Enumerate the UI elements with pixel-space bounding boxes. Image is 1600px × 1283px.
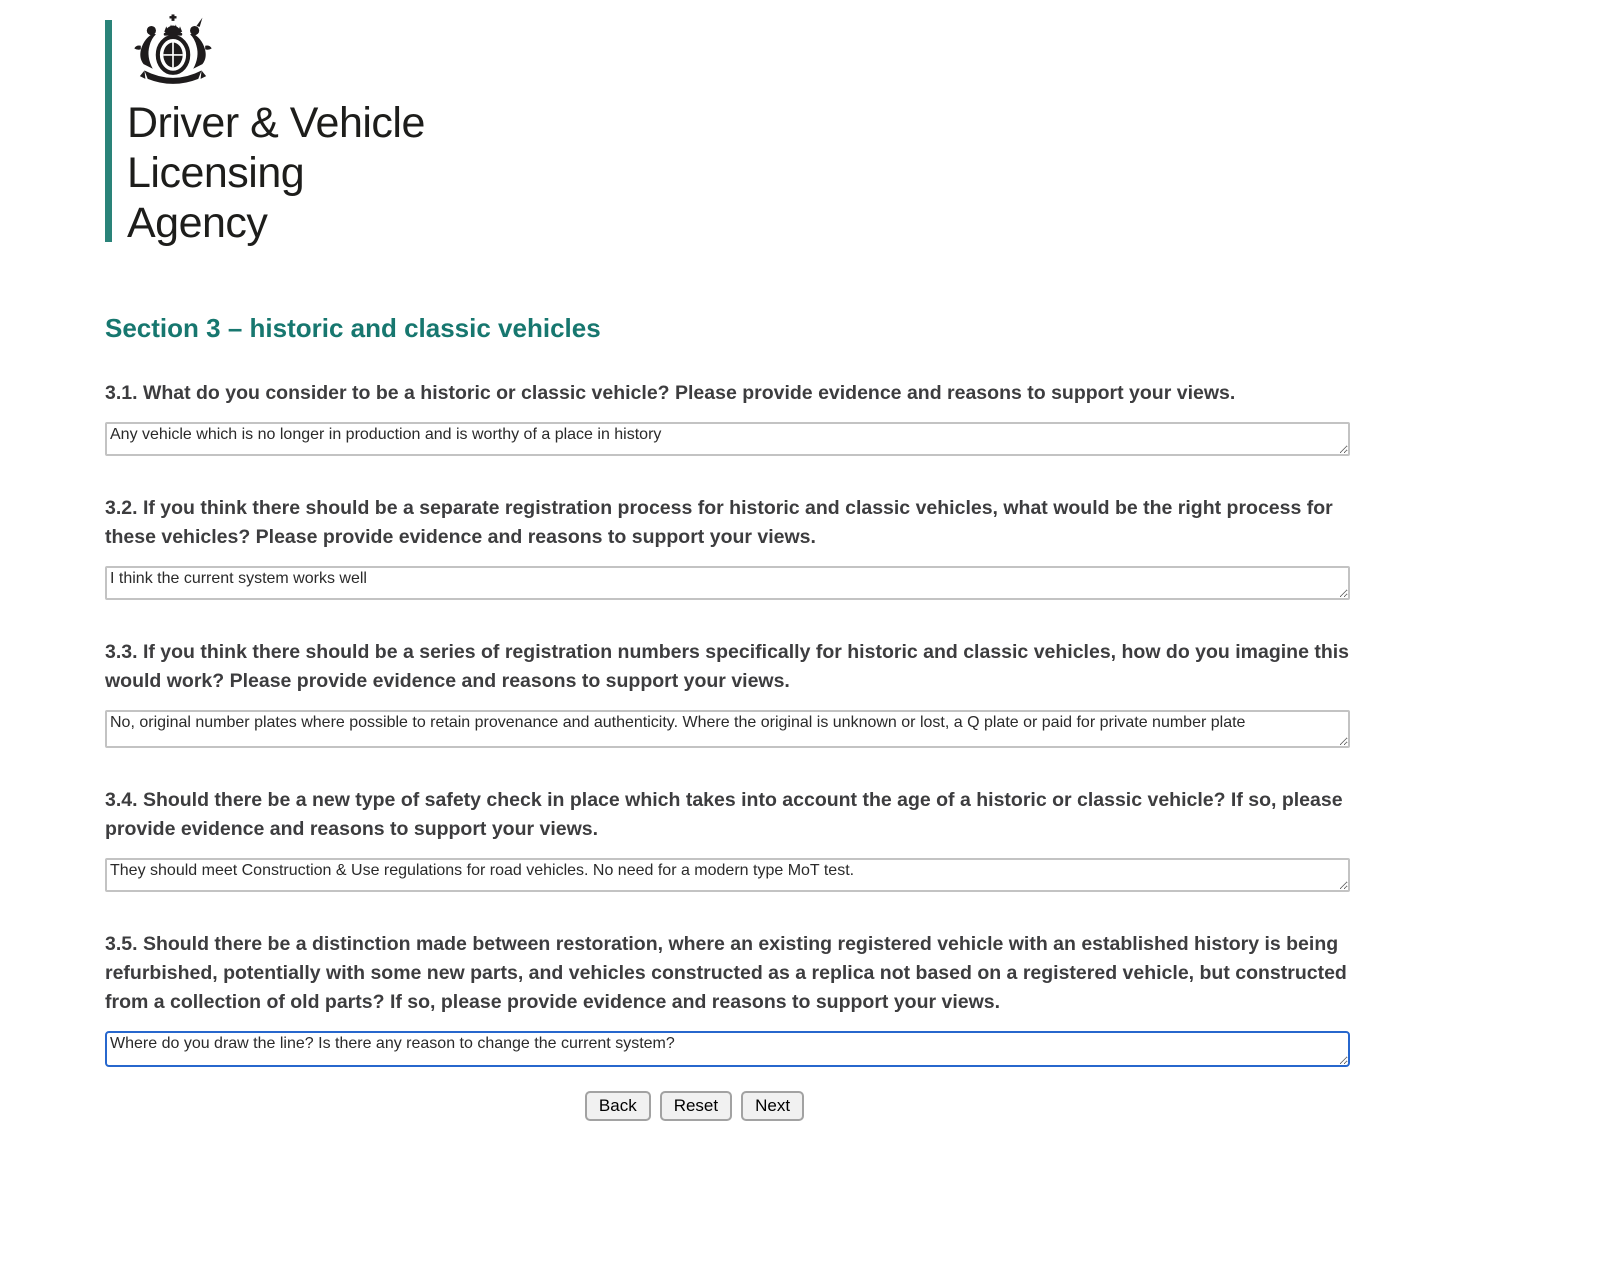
question-3-5 <box>105 930 1350 1067</box>
answer-textarea-3-1[interactable] <box>105 422 1350 456</box>
agency-name-line: Licensing <box>127 149 305 197</box>
answer-textarea-3-5[interactable] <box>105 1031 1350 1067</box>
agency-name-line: Agency <box>127 199 268 247</box>
logo-accent-bar <box>105 20 112 242</box>
answer-textarea-3-2[interactable] <box>105 566 1350 600</box>
form-navigation <box>105 1091 1350 1121</box>
consultation-form <box>105 379 1350 1121</box>
question-3-5-label: 3.5. Should there be a distinction made between restoration, where an existing registered vehicle with an established history is being refurbished, potentially with some new parts, and vehicles constructed as a replica not based on a registered vehicle, but constructed from a collection of old parts? If so, please provide evidence and reasons to support your views. <box>105 933 1347 1013</box>
answer-textarea-3-3[interactable] <box>105 710 1350 748</box>
section-heading: Section 3 – historic and classic vehicles <box>105 313 601 343</box>
question-3-3 <box>105 638 1350 748</box>
question-3-3-label: 3.3. If you think there should be a series of registration numbers specifically for historic and classic vehicles, how do you imagine this would work? Please provide evidence and reasons to support your views. <box>105 641 1350 692</box>
dvla-logo <box>105 0 1350 248</box>
agency-name <box>127 98 425 248</box>
question-3-2-label: 3.2. If you think there should be a separate registration process for historic and classic vehicles, what would be the right process for these vehicles? Please provide evidence and reasons to support your views. <box>105 497 1333 548</box>
answer-textarea-3-4[interactable] <box>105 858 1350 892</box>
question-3-2 <box>105 494 1350 600</box>
question-3-1 <box>105 379 1350 456</box>
next-button[interactable]: Next <box>741 1091 804 1121</box>
question-3-4-label: 3.4. Should there be a new type of safety check in place which takes into account the age of a historic or classic vehicle? If so, please provide evidence and reasons to support your views. <box>105 789 1343 840</box>
reset-button[interactable]: Reset <box>660 1091 732 1121</box>
agency-name-line: Driver & Vehicle <box>127 99 425 147</box>
question-3-1-label: 3.1. What do you consider to be a historic or classic vehicle? Please provide evidence and reasons to support your views. <box>105 382 1236 404</box>
question-3-4 <box>105 786 1350 892</box>
royal-coat-of-arms-icon <box>127 14 219 94</box>
back-button[interactable]: Back <box>585 1091 651 1121</box>
